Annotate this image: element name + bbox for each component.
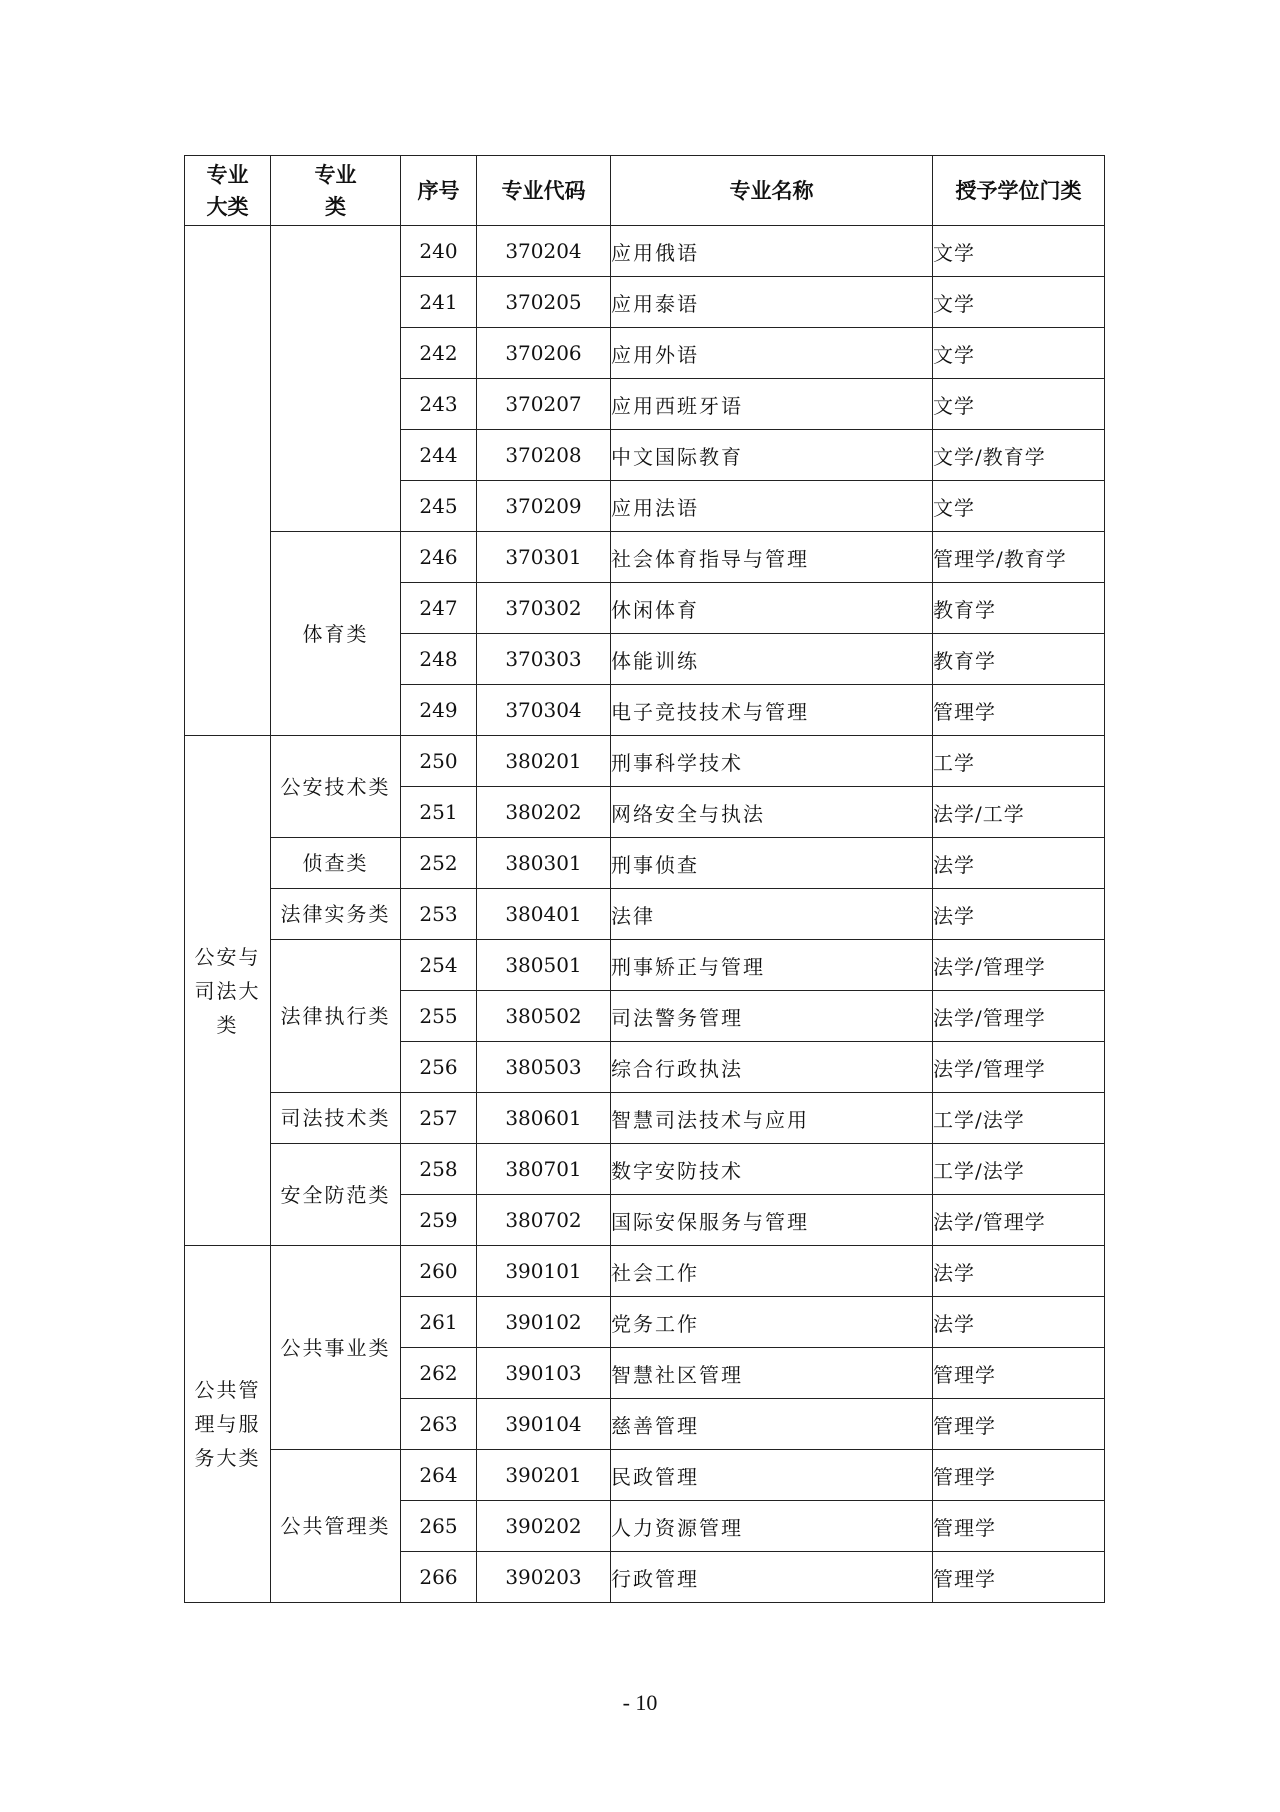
code-cell: 390104 xyxy=(477,1399,611,1450)
degree-cell: 管理学 xyxy=(933,1399,1105,1450)
sub-category-investigation: 侦查类 xyxy=(271,838,401,889)
degree-cell: 法学 xyxy=(933,889,1105,940)
degree-cell: 文学 xyxy=(933,481,1105,532)
sub-category-public-administration: 公共管理类 xyxy=(271,1450,401,1603)
name-cell: 网络安全与执法 xyxy=(611,787,933,838)
degree-cell: 法学 xyxy=(933,1297,1105,1348)
code-cell: 380401 xyxy=(477,889,611,940)
name-cell: 智慧司法技术与应用 xyxy=(611,1093,933,1144)
name-cell: 行政管理 xyxy=(611,1552,933,1603)
degree-cell: 教育学 xyxy=(933,583,1105,634)
name-cell: 应用泰语 xyxy=(611,277,933,328)
seq-cell: 263 xyxy=(401,1399,477,1450)
table-row xyxy=(185,226,1105,277)
degree-cell: 教育学 xyxy=(933,634,1105,685)
name-cell: 社会体育指导与管理 xyxy=(611,532,933,583)
code-cell: 380503 xyxy=(477,1042,611,1093)
degree-cell: 法学/管理学 xyxy=(933,1195,1105,1246)
seq-cell: 255 xyxy=(401,991,477,1042)
name-cell: 应用法语 xyxy=(611,481,933,532)
seq-cell: 256 xyxy=(401,1042,477,1093)
seq-cell: 241 xyxy=(401,277,477,328)
seq-cell: 246 xyxy=(401,532,477,583)
seq-cell: 245 xyxy=(401,481,477,532)
seq-cell: 244 xyxy=(401,430,477,481)
seq-cell: 240 xyxy=(401,226,477,277)
seq-cell: 243 xyxy=(401,379,477,430)
degree-cell: 文学 xyxy=(933,277,1105,328)
degree-cell: 法学/管理学 xyxy=(933,1042,1105,1093)
name-cell: 智慧社区管理 xyxy=(611,1348,933,1399)
table-row xyxy=(185,889,1105,940)
code-cell: 380502 xyxy=(477,991,611,1042)
code-cell: 380702 xyxy=(477,1195,611,1246)
table-row xyxy=(185,838,1105,889)
name-cell: 国际安保服务与管理 xyxy=(611,1195,933,1246)
seq-cell: 242 xyxy=(401,328,477,379)
sub-category-cell-continued xyxy=(271,226,401,532)
degree-cell: 工学/法学 xyxy=(933,1144,1105,1195)
name-cell: 数字安防技术 xyxy=(611,1144,933,1195)
name-cell: 综合行政执法 xyxy=(611,1042,933,1093)
header-sub-category: 专业 类 xyxy=(271,156,401,226)
header-seq: 序号 xyxy=(401,156,477,226)
name-cell: 应用外语 xyxy=(611,328,933,379)
name-cell: 应用俄语 xyxy=(611,226,933,277)
degree-cell: 文学/教育学 xyxy=(933,430,1105,481)
table-row xyxy=(185,1093,1105,1144)
sub-category-sports: 体育类 xyxy=(271,532,401,736)
code-cell: 370303 xyxy=(477,634,611,685)
code-cell: 390103 xyxy=(477,1348,611,1399)
degree-cell: 管理学/教育学 xyxy=(933,532,1105,583)
seq-cell: 253 xyxy=(401,889,477,940)
seq-cell: 247 xyxy=(401,583,477,634)
degree-cell: 管理学 xyxy=(933,1348,1105,1399)
table-row xyxy=(185,940,1105,991)
degree-cell: 文学 xyxy=(933,379,1105,430)
degree-cell: 管理学 xyxy=(933,685,1105,736)
name-cell: 刑事侦查 xyxy=(611,838,933,889)
sub-category-public-security-tech: 公安技术类 xyxy=(271,736,401,838)
major-category-cell-continued xyxy=(185,226,271,736)
seq-cell: 264 xyxy=(401,1450,477,1501)
seq-cell: 262 xyxy=(401,1348,477,1399)
code-cell: 370209 xyxy=(477,481,611,532)
table-header-row xyxy=(185,156,1105,226)
seq-cell: 257 xyxy=(401,1093,477,1144)
code-cell: 370301 xyxy=(477,532,611,583)
seq-cell: 259 xyxy=(401,1195,477,1246)
seq-cell: 261 xyxy=(401,1297,477,1348)
header-code: 专业代码 xyxy=(477,156,611,226)
name-cell: 应用西班牙语 xyxy=(611,379,933,430)
degree-cell: 法学/管理学 xyxy=(933,940,1105,991)
major-category-public-security-justice: 公安与 司法大 类 xyxy=(185,736,271,1246)
sub-category-security-prevention: 安全防范类 xyxy=(271,1144,401,1246)
code-cell: 390102 xyxy=(477,1297,611,1348)
name-cell: 司法警务管理 xyxy=(611,991,933,1042)
degree-cell: 文学 xyxy=(933,226,1105,277)
code-cell: 370302 xyxy=(477,583,611,634)
code-cell: 370206 xyxy=(477,328,611,379)
major-catalog-table xyxy=(184,155,1105,1603)
code-cell: 390202 xyxy=(477,1501,611,1552)
degree-cell: 工学/法学 xyxy=(933,1093,1105,1144)
name-cell: 体能训练 xyxy=(611,634,933,685)
code-cell: 370304 xyxy=(477,685,611,736)
table-row xyxy=(185,1246,1105,1297)
degree-cell: 管理学 xyxy=(933,1501,1105,1552)
seq-cell: 265 xyxy=(401,1501,477,1552)
code-cell: 390203 xyxy=(477,1552,611,1603)
degree-cell: 管理学 xyxy=(933,1450,1105,1501)
degree-cell: 工学 xyxy=(933,736,1105,787)
name-cell: 人力资源管理 xyxy=(611,1501,933,1552)
table-row xyxy=(185,1450,1105,1501)
sub-category-law-enforcement: 法律执行类 xyxy=(271,940,401,1093)
seq-cell: 266 xyxy=(401,1552,477,1603)
sub-category-public-affairs: 公共事业类 xyxy=(271,1246,401,1450)
sub-category-legal-practice: 法律实务类 xyxy=(271,889,401,940)
name-cell: 民政管理 xyxy=(611,1450,933,1501)
seq-cell: 252 xyxy=(401,838,477,889)
degree-cell: 文学 xyxy=(933,328,1105,379)
seq-cell: 258 xyxy=(401,1144,477,1195)
degree-cell: 法学/工学 xyxy=(933,787,1105,838)
name-cell: 党务工作 xyxy=(611,1297,933,1348)
degree-cell: 法学 xyxy=(933,1246,1105,1297)
seq-cell: 254 xyxy=(401,940,477,991)
name-cell: 中文国际教育 xyxy=(611,430,933,481)
table-row xyxy=(185,1144,1105,1195)
code-cell: 370207 xyxy=(477,379,611,430)
code-cell: 370205 xyxy=(477,277,611,328)
code-cell: 390101 xyxy=(477,1246,611,1297)
name-cell: 刑事科学技术 xyxy=(611,736,933,787)
code-cell: 390201 xyxy=(477,1450,611,1501)
code-cell: 380501 xyxy=(477,940,611,991)
seq-cell: 248 xyxy=(401,634,477,685)
name-cell: 刑事矫正与管理 xyxy=(611,940,933,991)
header-major-category: 专业 大类 xyxy=(185,156,271,226)
code-cell: 380301 xyxy=(477,838,611,889)
degree-cell: 管理学 xyxy=(933,1552,1105,1603)
code-cell: 370204 xyxy=(477,226,611,277)
name-cell: 社会工作 xyxy=(611,1246,933,1297)
seq-cell: 249 xyxy=(401,685,477,736)
code-cell: 380201 xyxy=(477,736,611,787)
name-cell: 休闲体育 xyxy=(611,583,933,634)
code-cell: 380202 xyxy=(477,787,611,838)
name-cell: 法律 xyxy=(611,889,933,940)
header-degree: 授予学位门类 xyxy=(933,156,1105,226)
name-cell: 电子竞技技术与管理 xyxy=(611,685,933,736)
page-number: - 10 xyxy=(622,1690,658,1715)
seq-cell: 250 xyxy=(401,736,477,787)
table-row xyxy=(185,736,1105,787)
code-cell: 370208 xyxy=(477,430,611,481)
code-cell: 380701 xyxy=(477,1144,611,1195)
sub-category-judicial-tech: 司法技术类 xyxy=(271,1093,401,1144)
name-cell: 慈善管理 xyxy=(611,1399,933,1450)
degree-cell: 法学/管理学 xyxy=(933,991,1105,1042)
degree-cell: 法学 xyxy=(933,838,1105,889)
table-row xyxy=(185,532,1105,583)
seq-cell: 260 xyxy=(401,1246,477,1297)
major-category-public-management-service: 公共管 理与服 务大类 xyxy=(185,1246,271,1603)
code-cell: 380601 xyxy=(477,1093,611,1144)
seq-cell: 251 xyxy=(401,787,477,838)
header-name: 专业名称 xyxy=(611,156,933,226)
